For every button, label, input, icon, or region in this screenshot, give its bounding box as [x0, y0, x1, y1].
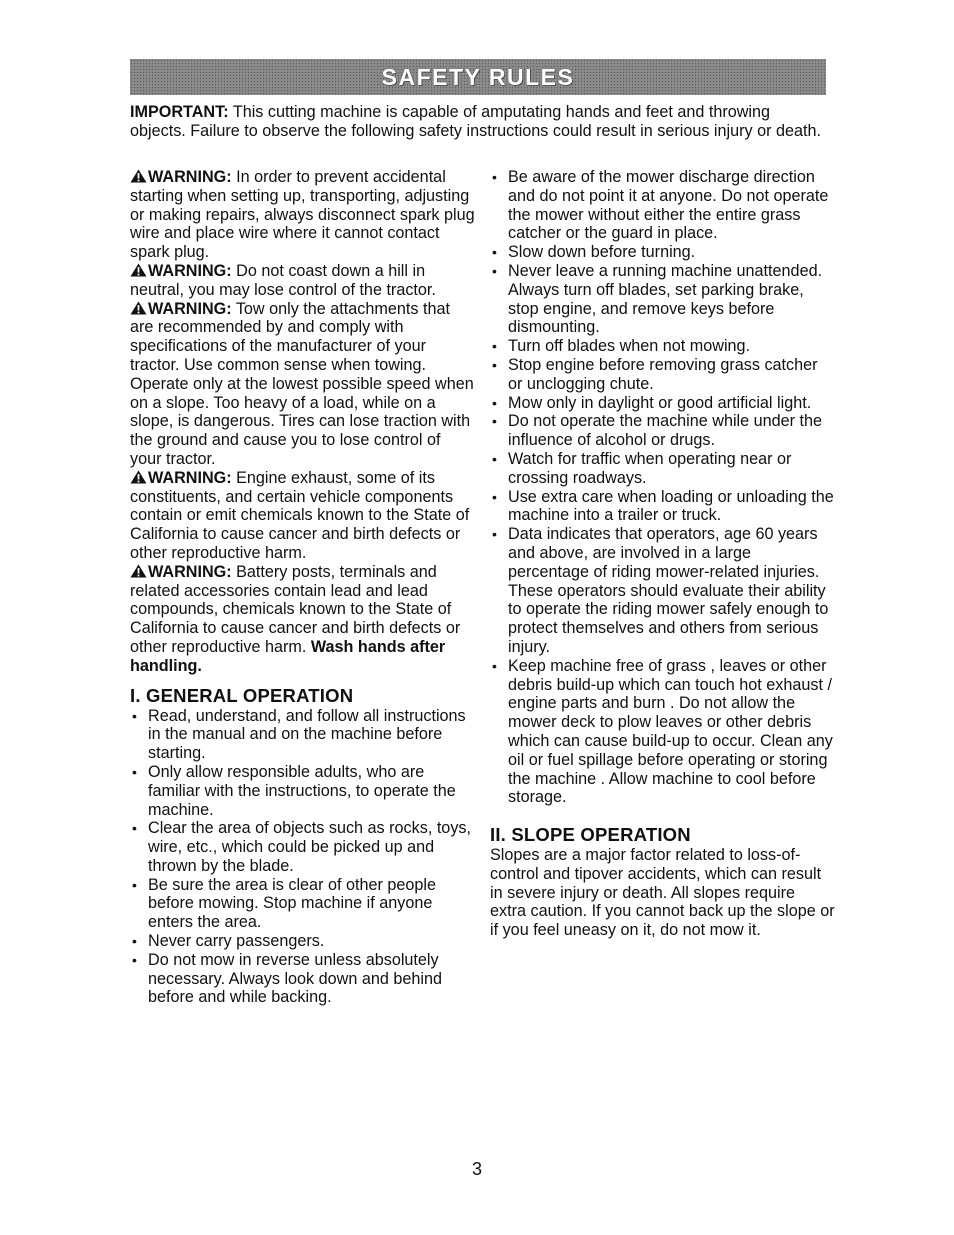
warning-coast-hill — [130, 262, 475, 300]
warning-text: In order to prevent accidental starting when setting up, transporting, adjusting or making repairs, always disconnect spark plug wire and place wire where it cannot contact spark plug. — [130, 168, 475, 262]
warning-label: WARNING: — [148, 168, 232, 186]
warning-emphasis: Wash hands after handling. — [130, 637, 446, 675]
general-operation-heading: I. GENERAL OPERATION — [130, 684, 354, 706]
left-column — [130, 168, 475, 1007]
list-item: • Read, understand, and follow all instructions in the manual and on the machine before starting. — [130, 707, 475, 763]
list-item: • Watch for traffic when operating near or crossing roadways. — [490, 450, 835, 488]
list-item: • Never carry passengers. — [130, 932, 475, 951]
warning-text: Tow only the attachments that are recommended by and comply with specifications of the manufacturer of your tractor. Use common sense when towing. Operate only at the lowest possible speed when on a slope. Too heavy of a load, while on a slope, is dangerous. Tires can lose traction with the ground and cause you to lose control of your tractor. — [130, 299, 474, 468]
warning-label: WARNING: — [148, 468, 232, 487]
list-item: • Turn off blades when not mowing. — [490, 337, 835, 356]
list-item: • Be aware of the mower discharge direction and do not point it at anyone. Do not operate the mower without either the entire grass catcher or the guard in place. — [490, 168, 835, 243]
slope-operation-heading: II. SLOPE OPERATION — [490, 824, 691, 846]
warning-triangle-icon — [130, 301, 147, 315]
warning-triangle-icon — [130, 263, 147, 277]
list-item: • Do not operate the machine while under the influence of alcohol or drugs. — [490, 412, 835, 450]
list-item: • Mow only in daylight or good artificial light. — [490, 394, 835, 413]
slope-operation-text: Slopes are a major factor related to loss-of-control and tipover accidents, which can result in severe injury or death. All slopes require extra caution. If you cannot back up the slope or if you feel uneasy on it, do not mow it. — [490, 846, 835, 940]
warning-triangle-icon — [130, 169, 147, 183]
important-text: This cutting machine is capable of amputating hands and feet and throwing objects. Failure to observe the following safety instructions could result in serious injury or death. — [130, 103, 822, 140]
list-item: • Stop engine before removing grass catcher or unclogging chute. — [490, 356, 835, 394]
list-item: • Slow down before turning. — [490, 243, 835, 262]
warning-triangle-icon — [130, 564, 147, 578]
list-item: • Only allow responsible adults, who are familiar with the instructions, to operate the machine. — [130, 763, 475, 819]
warning-triangle-icon — [130, 470, 147, 484]
list-item: • Be sure the area is clear of other people before mowing. Stop machine if anyone enters the area. — [130, 876, 475, 932]
list-item: • Never leave a running machine unattended. Always turn off blades, set parking brake, stop engine, and remove keys before dismounting. — [490, 262, 835, 337]
banner-title: SAFETY RULES — [381, 64, 575, 90]
important-notice — [130, 103, 830, 141]
warning-battery — [130, 563, 475, 676]
general-operation-list — [130, 707, 475, 1008]
right-column — [490, 168, 835, 940]
important-label: IMPORTANT: — [130, 103, 229, 121]
general-operation-list-continued — [490, 168, 835, 807]
warning-label: WARNING: — [148, 562, 232, 581]
warning-text: Do not coast down a hill in neutral, you may lose control of the tractor. — [130, 261, 436, 299]
list-item: • Do not mow in reverse unless absolutely necessary. Always look down and behind before and while backing. — [130, 951, 475, 1007]
warning-label: WARNING: — [148, 299, 232, 318]
list-item: • Data indicates that operators, age 60 years and above, are involved in a large percentage of riding mower-related injuries. These operators should evaluate their ability to operate the riding mower safely enough to protect themselves and others from serious injury. — [490, 525, 835, 657]
warning-text: Engine exhaust, some of its constituents, and certain vehicle components contain or emit chemicals known to the State of California to cause cancer and birth defects or other reproductive harm. — [130, 468, 470, 562]
warnings-block — [130, 168, 475, 676]
page-number: 3 — [471, 1159, 482, 1179]
list-item: • Clear the area of objects such as rocks, toys, wire, etc., which could be picked up and thrown by the blade. — [130, 819, 475, 875]
list-item: • Use extra care when loading or unloading the machine into a trailer or truck. — [490, 488, 835, 526]
list-item: • Keep machine free of grass , leaves or other debris build-up which can touch hot exhaust / engine parts and burn . Do not allow the mower deck to plow leaves or other debris which can cause build-up to occur. Clean any oil or fuel spillage before operating or storing the machine . Allow machine to cool before storage. — [490, 657, 835, 807]
warning-exhaust — [130, 469, 475, 563]
safety-rules-banner — [130, 59, 826, 95]
warning-spark-plug — [130, 168, 475, 262]
warning-text: Battery posts, terminals and related accessories contain lead and lead compounds, chemicals known to the State of California to cause cancer and birth defects or other reproductive harm. — [130, 562, 461, 656]
warning-label: WARNING: — [148, 261, 232, 280]
warning-towing — [130, 300, 475, 469]
